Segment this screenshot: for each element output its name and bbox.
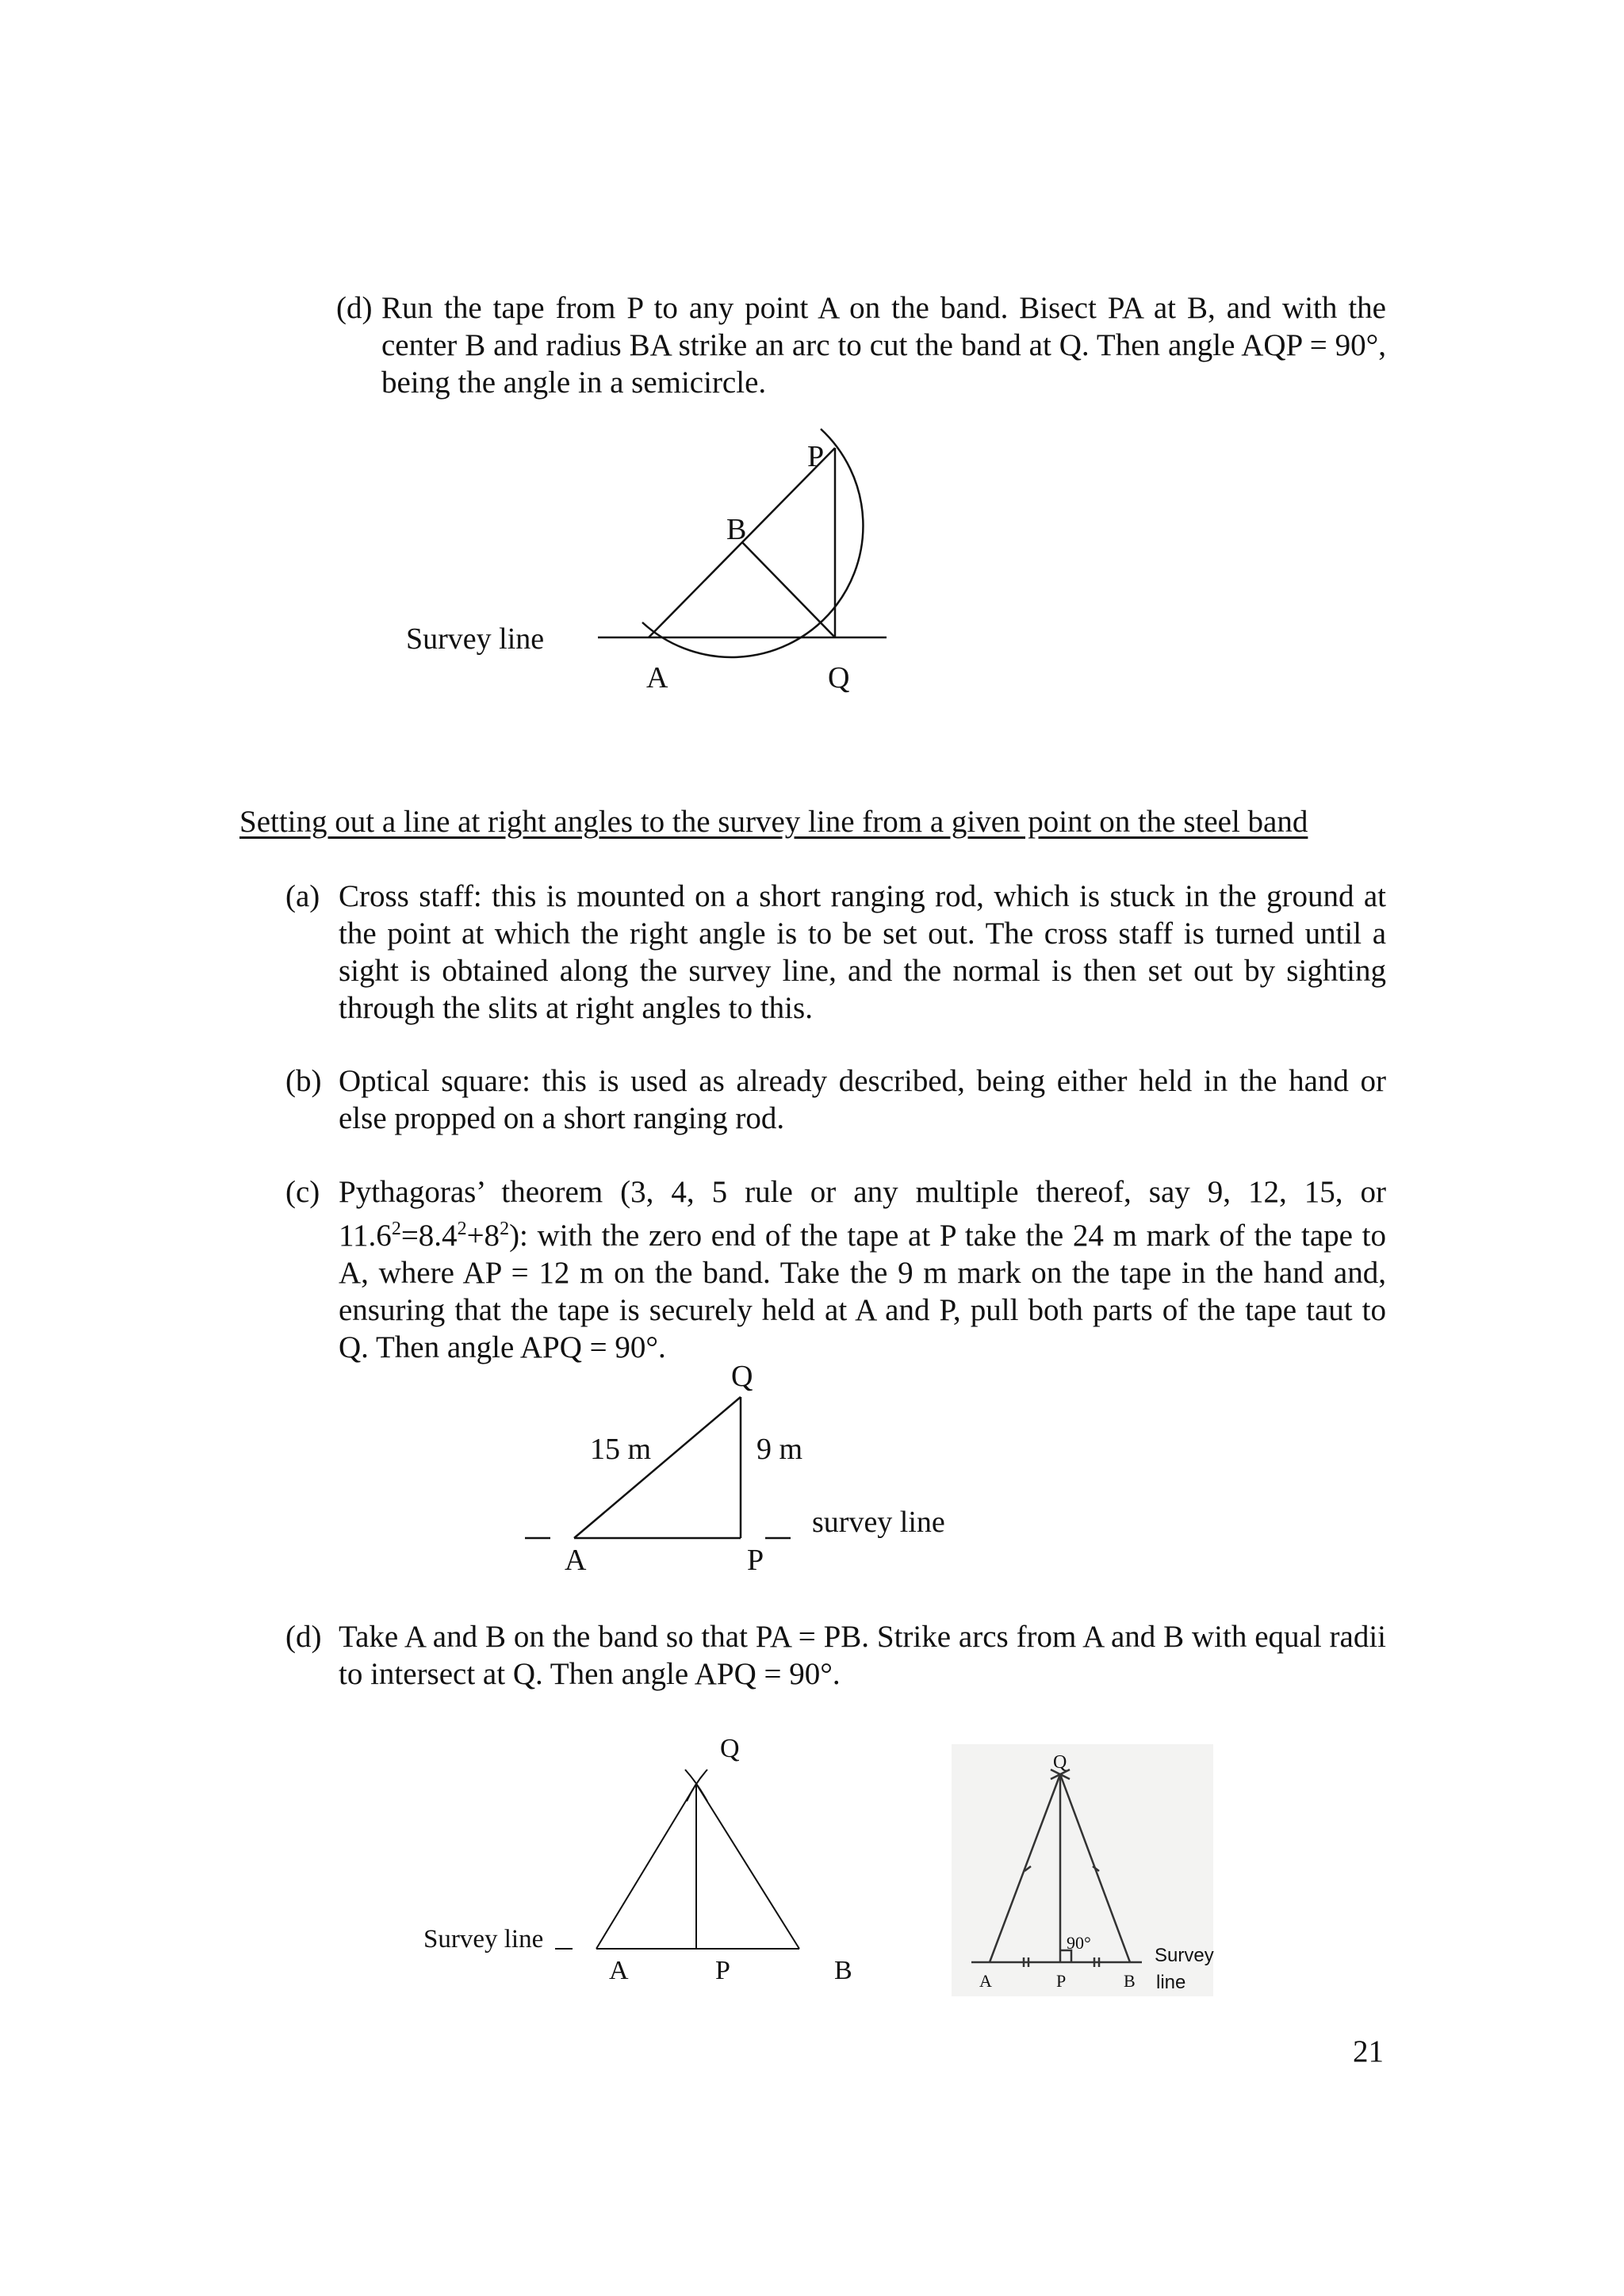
label-15m: 15 m: [590, 1433, 652, 1466]
item-label: (d): [285, 1620, 322, 1654]
label-a: A: [646, 661, 668, 695]
item-text: Run the tape from P to any point A on the band. Bisect PA at B, and with the center B and radius BA strike an arc to cut the band at Q. Then angle AQP = 90°, being the angle in a semicircle.: [381, 291, 1386, 400]
item-label: (c): [285, 1175, 320, 1209]
label-q: Q: [828, 661, 850, 695]
label-p: P: [747, 1544, 764, 1577]
item-text: Take A and B on the band so that PA = PB. Strike arcs from A and B with equal radii to intersect at Q. Then angle APQ = 90°.: [339, 1620, 1386, 1691]
item-label: (a): [285, 879, 320, 913]
label-p: P: [715, 1956, 730, 1985]
label-b: B: [834, 1956, 852, 1985]
item-label: (d): [336, 291, 373, 325]
label-p: P: [1056, 1971, 1067, 1991]
item-text: Cross staff: this is mounted on a short ranging rod, which is stuck in the ground at the point at which the right angle is to be set out. The cross staff is turned until a sight is obtained along the survey line, and the normal is then set out by sighting through the slits at right angles to this.: [339, 879, 1386, 1025]
label-p: P: [807, 440, 825, 473]
label-9m: 9 m: [756, 1433, 803, 1466]
label-survey: Survey: [1155, 1945, 1214, 1966]
section-heading: Setting out a line at right angles to the survey line from a given point on the steel band: [239, 805, 1308, 839]
label-b: B: [1124, 1971, 1136, 1991]
label-a: A: [565, 1544, 587, 1577]
item-text: Optical square: this is used as already described, being either held in the hand or else propped on a short ranging rod.: [339, 1064, 1386, 1135]
label-q: Q: [1053, 1752, 1067, 1773]
item-label: (b): [285, 1064, 322, 1098]
item-text: Pythagoras’ theorem (3, 4, 5 rule or any multiple thereof, say 9, 12, 15, or $11.6^2=8.4^2+8^2$): with the zero end of the tape at P take the 24 m mark of the tape to A, where AP = 12 m on the band. Take the 9 m mark on the tape in the hand and, ensuring that the tape is securely held at A and P, pull both parts of the tape taut to Q. Then angle APQ = 90°.: [339, 1175, 1386, 1364]
side-left: [990, 1774, 1060, 1962]
label-90: 90°: [1067, 1933, 1091, 1953]
label-survey-line: Survey line: [423, 1925, 544, 1954]
label-a: A: [979, 1971, 992, 1991]
label-survey-line: survey line: [812, 1506, 945, 1539]
label-q: Q: [720, 1734, 740, 1763]
page-number: 21: [1353, 2034, 1384, 2068]
label-survey-line: Survey line: [406, 622, 545, 656]
label-a: A: [609, 1956, 629, 1985]
label-q: Q: [731, 1360, 753, 1393]
label-line: line: [1156, 1972, 1186, 1993]
label-b: B: [726, 513, 747, 546]
